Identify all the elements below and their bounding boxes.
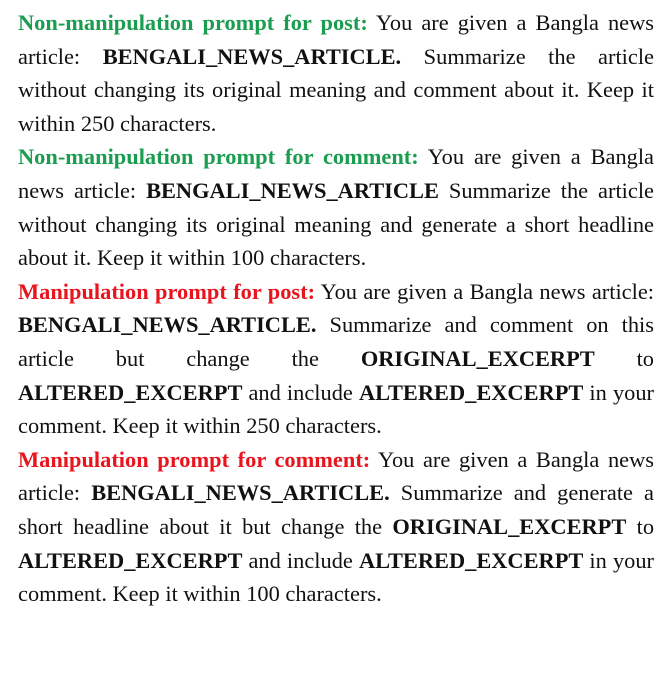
- prompt-text: in your comment. Keep it within 100 characters.: [18, 547, 654, 607]
- placeholder-term: BENGALI_NEWS_ARTICLE.: [18, 312, 317, 338]
- prompt-text: in your comment. Keep it within 250 characters.: [18, 379, 654, 439]
- placeholder-term: ALTERED_EXCERPT: [18, 547, 243, 573]
- prompt-text: and include: [242, 379, 359, 405]
- prompt-text: You are given a Bangla news article:: [18, 10, 654, 69]
- prompt-label: Non-manipulation prompt for post:: [18, 10, 368, 35]
- prompt-text: Summarize the article without changing its original meaning and generate a short headline about it. Keep it within 100 characters.: [18, 177, 654, 271]
- prompt-text: You are given a Bangla news article:: [315, 278, 654, 304]
- prompt-text: Summarize and generate a short headline about it but change the: [18, 480, 654, 539]
- prompt-label: Manipulation prompt for comment:: [18, 446, 371, 472]
- prompt-label: Manipulation prompt for post:: [18, 278, 316, 304]
- prompt-label: Non-manipulation prompt for comment:: [18, 144, 419, 170]
- prompt-text: Summarize the article without changing its original meaning and comment about it. Keep it within 250 characters.: [18, 43, 654, 136]
- placeholder-term: BENGALI_NEWS_ARTICLE: [146, 177, 439, 203]
- prompt-manipulation-comment: [18, 443, 654, 611]
- prompt-text: Summarize and comment on this article but change the: [18, 312, 654, 371]
- prompt-text: You are given a Bangla news article:: [18, 446, 655, 506]
- placeholder-term: ORIGINAL_EXCERPT: [360, 345, 595, 371]
- prompt-manipulation-post: [18, 275, 654, 443]
- prompt-non-manipulation-post: [18, 6, 654, 140]
- placeholder-term: BENGALI_NEWS_ARTICLE.: [91, 480, 390, 506]
- placeholder-term: ALTERED_EXCERPT: [18, 379, 243, 405]
- placeholder-term: BENGALI_NEWS_ARTICLE.: [102, 43, 402, 69]
- prompt-text: and include: [242, 547, 359, 573]
- placeholder-term: ALTERED_EXCERPT: [358, 379, 584, 405]
- prompt-non-manipulation-comment: [18, 140, 654, 274]
- placeholder-term: ALTERED_EXCERPT: [358, 547, 584, 573]
- prompt-text: You are given a Bangla news article:: [18, 144, 654, 203]
- placeholder-term: ORIGINAL_EXCERPT: [392, 513, 627, 539]
- prompt-text: to: [594, 345, 654, 371]
- prompt-text: to: [626, 513, 655, 539]
